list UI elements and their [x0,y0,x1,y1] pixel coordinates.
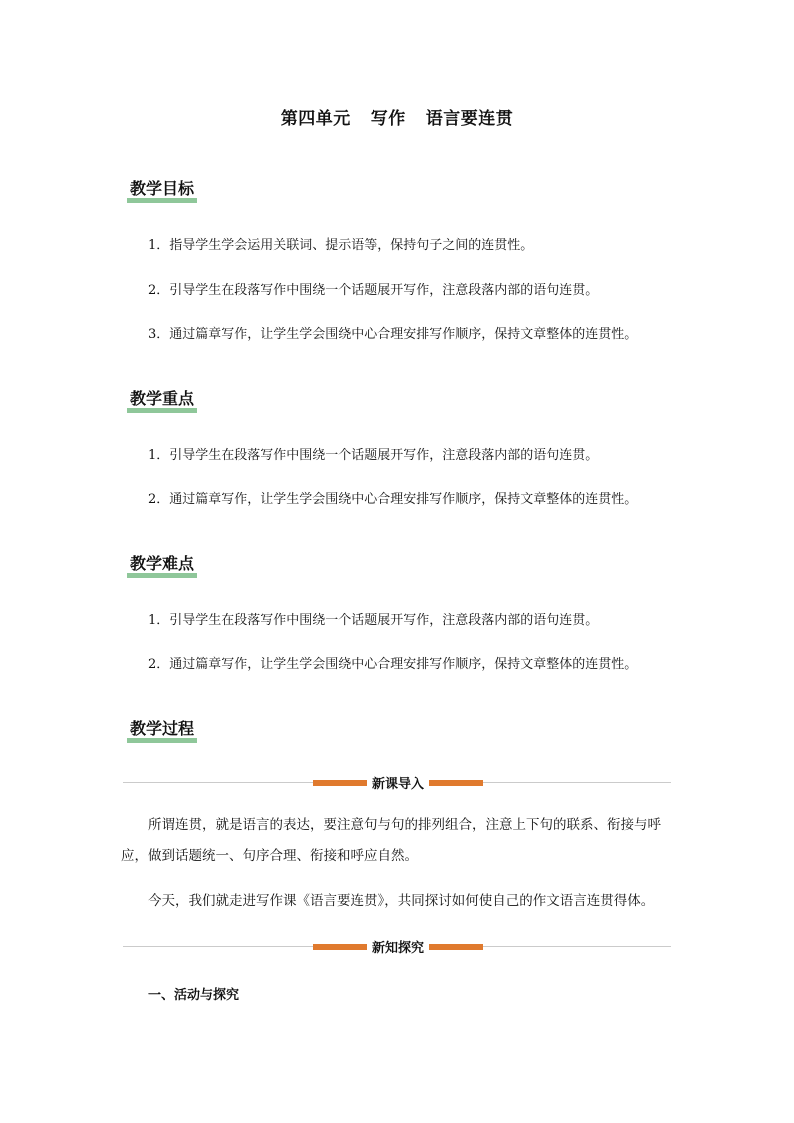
divider-explore [123,936,671,956]
goal-item-2: 2．引导学生在段落写作中围绕一个话题展开写作，注意段落内部的语句连贯。 [148,283,599,298]
intro-paragraph-1: 所谓连贯，就是语言的表达，要注意句与句的排列组合，注意上下句的联系、衔接与呼应，做到话题统一、句序合理、衔接和呼应自然。 [121,817,661,864]
intro-paragraph-2: 今天，我们就走进写作课《语言要连贯》，共同探讨如何使自己的作文语言连贯得体。 [148,893,655,909]
title-unit: 第四单元 [280,109,351,129]
difficulty-item-1: 1．引导学生在段落写作中围绕一个话题展开写作，注意段落内部的语句连贯。 [148,613,599,628]
difficulty-item-2: 2．通过篇章写作，让学生学会围绕中心合理安排写作顺序，保持文章整体的连贯性。 [148,657,638,672]
title-type: 写作 [370,109,406,129]
divider-label-intro: 新课导入 [367,773,429,792]
heading-teaching-goals: 教学目标 [127,176,197,201]
goal-item-3: 3．通过篇章写作，让学生学会围绕中心合理安排写作顺序，保持文章整体的连贯性。 [148,327,638,342]
divider-label-explore: 新知探究 [367,937,429,956]
divider-bar-right [429,780,483,786]
divider-bar-right [429,944,483,950]
key-point-item-2: 2．通过篇章写作，让学生学会围绕中心合理安排写作顺序，保持文章整体的连贯性。 [148,492,638,507]
heading-difficulties: 教学难点 [127,551,197,576]
goal-item-1: 1．指导学生学会运用关联词、提示语等，保持句子之间的连贯性。 [148,238,534,253]
divider-intro [123,772,671,792]
title-topic: 语言要连贯 [425,109,514,129]
divider-bar-left [313,944,367,950]
divider-bar-left [313,780,367,786]
key-point-item-1: 1．引导学生在段落写作中围绕一个话题展开写作，注意段落内部的语句连贯。 [148,448,599,463]
heading-key-points: 教学重点 [127,386,197,411]
heading-teaching-process: 教学过程 [127,716,197,741]
subheading-activity: 一、活动与探究 [148,988,240,1003]
document-title [0,104,794,129]
